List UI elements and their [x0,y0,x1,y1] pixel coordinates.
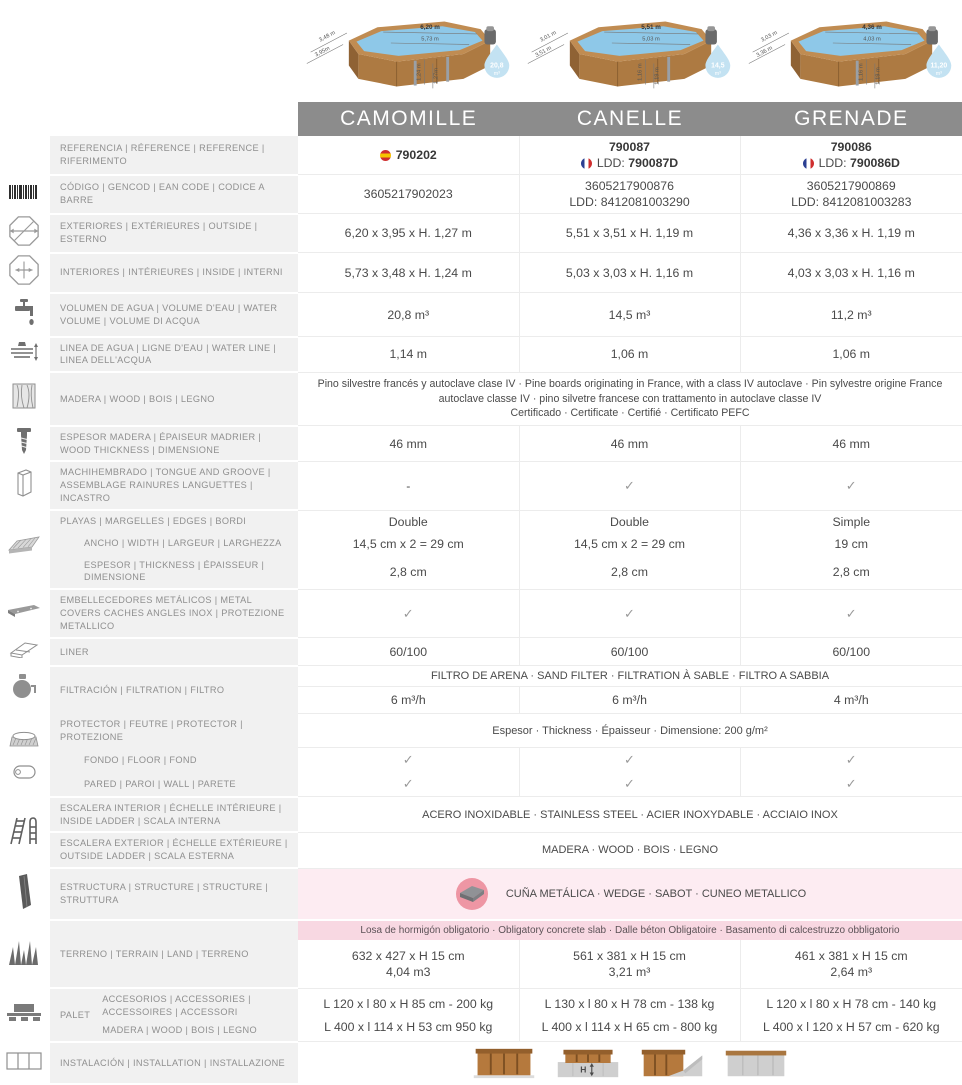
volumen-camomille: 20,8 m³ [298,293,519,337]
barcode-icon-cell [0,175,50,214]
playas-canelle: Double [519,510,740,533]
svg-text:m³: m³ [493,71,500,78]
svg-text:3,03 m: 3,03 m [759,30,778,44]
pared-label: PARED | PAROI | WALL | PARETE [50,772,298,797]
pool-illustrations-row [0,0,962,102]
madera-label: MADERA | WOOD | BOIS | LEGNO [50,372,298,425]
filtracion-grenade: 4 m³/h [740,687,962,714]
row-interiores [0,253,962,293]
row-playas [0,510,962,533]
row-linea-agua [0,337,962,373]
terreno-label: TERRENO | TERRAIN | LAND | TERRENO [50,920,298,988]
wood-icon-cell [0,372,50,425]
ean-code: 3605217900869 [806,179,896,193]
embellecedores-label: EMBELLECEDORES METÁLICOS | METAL COVERS CACHES ANGLES INOX | PROTEZIONE METALLICO [50,589,298,638]
interiores-grenade: 4,03 x 3,03 x H. 1,16 m [740,253,962,293]
svg-text:1,24 m: 1,24 m [415,63,422,81]
row-playas-ancho [0,533,962,555]
svg-text:1,19 m: 1,19 m [654,67,661,85]
terrain-icon-cell [0,920,50,988]
slab-volume: 3,21 m³ [608,964,651,979]
interiores-camomille: 5,73 x 3,48 x H. 1,24 m [298,253,519,293]
screw-icon [14,427,34,455]
liner-icon-cell [0,638,50,666]
machihembrado-label: MACHIHEMBRADO | TONGUE AND GROOVE | ASSEMBLAGE RAINURES LANGUETTES | INCASTRO [50,461,298,510]
volumen-label: VOLUMEN DE AGUA | VOLUME D'EAU | WATER VOLUME | VOLUME DI ACQUA [50,293,298,337]
ancho-label: ANCHO | WIDTH | LARGEUR | LARGHEZZA [50,533,298,555]
pool-image-canelle [519,6,740,102]
volumen-grenade: 11,2 m³ [740,293,962,337]
embellecedores-grenade: ✓ [740,589,962,638]
barcode-icon [9,184,39,200]
exteriores-grenade: 4,36 x 3,36 x H. 1,19 m [740,214,962,253]
pallet-icon [5,1003,43,1023]
svg-text:3,48 m: 3,48 m [317,30,336,44]
wood-description: Pino silvestre francés y autoclave clase IV · Pine boards originating in France, with a class IV autoclave · Pin sylvestre origine France autoclave classe IV · pino silvetre francese con trattamento in autoclave classe IV [317,377,943,405]
svg-text:m³: m³ [714,71,721,78]
interior-dimensions-icon [8,254,40,286]
interiores-label: INTERIORES | INTÉRIEURES | INSIDE | INTERNI [50,253,298,293]
installation-icon-cell [0,1042,50,1085]
svg-text:3,01 m: 3,01 m [538,30,557,44]
row-protector-pared [0,772,962,797]
terreno-band: Losa de hormigón obligatorio · Obligatory concrete slab · Dalle béton Obligatoire · Basamento di calcestruzzo obbligatorio [298,920,962,940]
svg-text:5,51 m: 5,51 m [640,24,661,32]
palet-label: PALET [60,1009,91,1020]
row-estructura [0,868,962,920]
ancho-grenade: 19 cm [740,533,962,555]
machihembrado-canelle: ✓ [519,461,740,510]
wood-grain-icon [11,382,37,410]
codigo-canelle [519,175,740,214]
exteriores-label: EXTERIORES | EXTÉRIEURES | OUTSIDE | ESTERNO [50,214,298,253]
palet-accessories-label: ACCESORIOS | ACCESSORIES | ACCESSOIRES | ACCESSORI [102,994,251,1018]
ean-ldd-code: LDD: 8412081003290 [569,195,690,209]
embellecedores-camomille: ✓ [298,589,519,638]
ladders-icon-cell [0,797,50,869]
svg-text:1,27m: 1,27m [433,68,440,84]
metal-wedge-badge-icon [454,876,490,912]
pallet-icon-cell [0,988,50,1042]
interiores-canelle: 5,03 x 3,03 x H. 1,16 m [519,253,740,293]
model-title-grenade: GRENADE [794,107,909,130]
protector-spec-span: Espesor · Thickness · Épaisseur · Dimensione: 200 g/m² [298,714,962,748]
espesor-madera-canelle: 46 mm [519,426,740,462]
spain-flag-icon [380,150,391,161]
water-volume-icon-cell [0,293,50,337]
palet-grenade [740,988,962,1042]
escalera-interior-span: ACERO INOXIDABLE · STAINLESS STEEL · ACIER INOXYDABLE · ACCIAIO INOX [298,797,962,833]
referencia-canelle [519,136,740,175]
ladders-icon [8,814,40,846]
floor-protector-icon [9,730,39,750]
plank-icon [13,469,35,497]
machihembrado-grenade: ✓ [740,461,962,510]
espesor-madera-grenade: 46 mm [740,426,962,462]
ldd-code: 790087D [628,156,679,170]
row-volumen [0,293,962,337]
install-fully-inground-icon [722,1046,790,1080]
svg-text:1,19 m: 1,19 m [875,67,882,85]
wood-certificate: Certificado · Certificate · Certifié · Certificato PEFC [510,407,750,420]
install-semi-inground-icon [554,1046,622,1080]
pool-illustration-grenade-svg [745,6,957,102]
row-protector-span [0,714,962,748]
row-terreno-band [0,920,962,940]
espesor-playas-camomille: 2,8 cm [298,555,519,590]
svg-text:14,5: 14,5 [710,62,725,70]
espesor-madera-camomille: 46 mm [298,426,519,462]
referencia-grenade [740,136,962,175]
row-escalera-interior [0,797,962,833]
svg-text:4,36 m: 4,36 m [861,24,882,32]
filtracion-type-span: FILTRO DE ARENA · SAND FILTER · FILTRATION À SABLE · FILTRO A SABBIA [298,666,962,687]
referencia-code: 790087 [608,140,651,154]
metal-covers-icon-cell [0,589,50,638]
row-codigo [0,175,962,214]
water-line-icon-cell [0,337,50,373]
referencia-label: REFERENCIA | RÉFERENCE | REFERENCE | RIFERIMENTO [50,136,298,175]
fondo-camomille: ✓ [298,748,519,773]
sand-filter-icon [11,672,37,702]
row-liner [0,638,962,666]
water-line-icon [9,341,39,363]
liner-grenade: 60/100 [740,638,962,666]
filtracion-label: FILTRACIÓN | FILTRATION | FILTRO [50,666,298,714]
edge-board-icon [8,536,40,558]
estructura-text: CUÑA METÁLICA · WEDGE · SABOT · CUNEO METALLICO [505,887,807,900]
svg-text:H: H [580,1064,587,1075]
filtracion-canelle: 6 m³/h [519,687,740,714]
referencia-camomille [298,136,519,175]
playas-camomille: Double [298,510,519,533]
ean-code: 3605217900876 [585,179,674,193]
filtracion-camomille: 6 m³/h [298,687,519,714]
svg-text:m³: m³ [935,71,942,78]
slab-volume: 2,64 m³ [830,964,873,979]
palet-accessories-value: L 120 x l 80 x H 85 cm - 200 kg [323,996,494,1011]
escalera-interior-label: ESCALERA INTERIOR | ÉCHELLE INTÉRIEURE | INSIDE LADDER | SCALA INTERNA [50,797,298,833]
referencia-code: 790202 [395,148,437,162]
palet-accessories-value: L 130 x l 80 x H 78 cm - 138 kg [544,996,715,1011]
install-sloped-inground-icon [638,1046,706,1080]
linea-agua-label: LINEA DE AGUA | LIGNE D'EAU | WATER LINE | LINEA DELL'ACQUA [50,337,298,373]
row-espesor-madera [0,426,962,462]
liner-canelle: 60/100 [519,638,740,666]
ldd-label: LDD: [596,156,625,170]
pared-grenade: ✓ [740,772,962,797]
escalera-exterior-label: ESCALERA EXTERIOR | ÉCHELLE EXTÉRIEURE | OUTSIDE LADDER | SCALA ESTERNA [50,832,298,868]
wedge-icon [15,874,33,910]
palet-wood-value: L 400 x l 114 x H 53 cm 950 kg [324,1019,493,1034]
row-palet [0,988,962,1042]
protector-icons-cell [0,714,50,797]
liner-camomille: 60/100 [298,638,519,666]
fondo-label: FONDO | FLOOR | FOND [50,748,298,773]
liner-label: LINER [50,638,298,666]
interior-dims-icon-cell [0,253,50,293]
svg-text:3,36 m: 3,36 m [754,45,774,59]
slab-dimensions: 632 x 427 x H 15 cm [351,948,465,963]
comparison-table [0,136,962,1085]
escalera-exterior-span: MADERA · WOOD · BOIS · LEGNO [298,832,962,868]
exterior-dimensions-icon [8,215,40,247]
espesor-madera-label: ESPESOR MADERA | ÉPAISEUR MADRIER | WOOD THICKNESS | DIMENSIONE [50,426,298,462]
row-embellecedores [0,589,962,638]
svg-text:5,03 m: 5,03 m [641,36,660,43]
liner-sheet-icon [9,640,39,658]
exteriores-canelle: 5,51 x 3,51 x H. 1,19 m [519,214,740,253]
terreno-grenade [740,940,962,988]
row-exteriores [0,214,962,253]
pared-canelle: ✓ [519,772,740,797]
svg-text:6,20 m: 6,20 m [419,24,440,32]
svg-text:5,73 m: 5,73 m [420,36,439,43]
row-protector-fondo [0,748,962,773]
france-flag-icon [581,158,592,169]
exterior-dims-icon-cell [0,214,50,253]
referencia-code: 790086 [830,140,872,154]
volumen-canelle: 14,5 m³ [519,293,740,337]
terreno-canelle [519,940,740,988]
playas-label: PLAYAS | MARGELLES | EDGES | BORDI [50,510,298,533]
model-title-camomille: CAMOMILLE [340,107,478,130]
espesor-playas-grenade: 2,8 cm [740,555,962,590]
ancho-camomille: 14,5 cm x 2 = 29 cm [298,533,519,555]
france-flag-icon [803,158,814,169]
svg-text:3,51 m: 3,51 m [533,45,553,59]
fondo-canelle: ✓ [519,748,740,773]
slab-dimensions: 561 x 381 x H 15 cm [573,948,686,963]
estructura-label: ESTRUCTURA | STRUCTURE | STRUCTURE | STRUTTURA [50,868,298,920]
ean-ldd-code: LDD: 8412081003283 [791,195,912,209]
ldd-label: LDD: [818,156,847,170]
codigo-camomille: 3605217902023 [298,175,519,214]
svg-text:1,16 m: 1,16 m [636,63,643,81]
structure-icon-cell [0,868,50,920]
edges-icon-cell [0,510,50,589]
row-referencia [0,136,962,175]
palet-label-cell [50,988,298,1042]
svg-text:20,8: 20,8 [489,62,504,70]
row-madera [0,372,962,425]
ldd-code: 790086D [850,156,900,170]
install-above-ground-icon [470,1046,538,1080]
model-header-bar [0,102,962,136]
metal-cover-icon [7,604,41,618]
linea-agua-canelle: 1,06 m [519,337,740,373]
pool-illustration-canelle-svg [524,6,736,102]
instalacion-label: INSTALACIÓN | INSTALLATION | INSTALLAZIONE [50,1042,298,1085]
svg-text:1,16 m: 1,16 m [857,63,864,81]
palet-canelle [519,988,740,1042]
madera-value-span [298,372,962,425]
tongue-groove-icon-cell [0,461,50,510]
referencia-icon-cell [0,136,50,175]
espesor-playas-canelle: 2,8 cm [519,555,740,590]
playas-grenade: Simple [740,510,962,533]
ancho-canelle: 14,5 cm x 2 = 29 cm [519,533,740,555]
instalacion-diagrams [298,1042,962,1085]
palet-wood-value: L 400 x l 120 x H 57 cm - 620 kg [762,1019,940,1034]
machihembrado-camomille: - [298,461,519,510]
espesor-playas-label: ESPESOR | THICKNESS | ÉPAISSEUR | DIMENSIONE [50,555,298,590]
slab-dimensions: 461 x 381 x H 15 cm [794,948,908,963]
codigo-label: CÓDIGO | GENCOD | EAN CODE | CODICE A BARRE [50,175,298,214]
linea-agua-grenade: 1,06 m [740,337,962,373]
row-playas-espesor [0,555,962,590]
palet-camomille [298,988,519,1042]
slab-volume: 4,04 m3 [386,964,431,979]
wood-thickness-icon-cell [0,426,50,462]
codigo-grenade [740,175,962,214]
pared-camomille: ✓ [298,772,519,797]
svg-text:11,20: 11,20 [929,62,947,70]
pool-illustration-camomille-svg [303,6,515,102]
model-title-canelle: CANELLE [576,107,684,130]
svg-text:3,95m: 3,95m [313,45,331,59]
svg-text:4,03 m: 4,03 m [862,36,881,43]
row-machihembrado [0,461,962,510]
pool-image-camomille [298,6,519,102]
row-instalacion [0,1042,962,1085]
fondo-grenade: ✓ [740,748,962,773]
terreno-camomille [298,940,519,988]
protector-label: PROTECTOR | FEUTRE | PROTECTOR | PROTEZIONE [50,714,298,748]
palet-wood-value: L 400 x l 114 x H 65 cm - 800 kg [541,1019,718,1034]
palet-accessories-value: L 120 x l 80 x H 78 cm - 140 kg [766,996,937,1011]
grass-icon [7,938,41,966]
wall-felt-roll-icon [11,764,37,780]
linea-agua-camomille: 1,14 m [298,337,519,373]
row-escalera-exterior [0,832,962,868]
faucet-icon [11,298,37,326]
palet-wood-label: MADERA | WOOD | BOIS | LEGNO [102,1024,257,1035]
row-filtracion-span [0,666,962,687]
embellecedores-canelle: ✓ [519,589,740,638]
pool-image-grenade [740,6,961,102]
filtration-icon-cell [0,666,50,714]
estructura-span [298,868,962,920]
exteriores-camomille: 6,20 x 3,95 x H. 1,27 m [298,214,519,253]
panel-icon [6,1051,42,1071]
